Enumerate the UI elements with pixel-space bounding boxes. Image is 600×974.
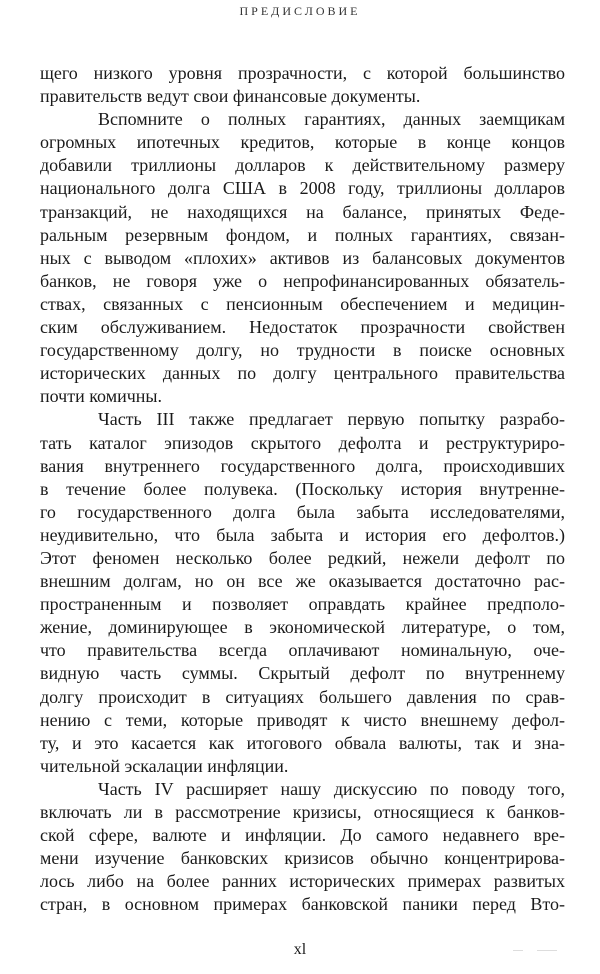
text-line: щего низкого уровня прозрачности, с которой большинство [40,63,565,83]
body-text [40,62,565,916]
text-line: огромных ипотечных кредитов, которые в конце концов [40,132,565,153]
text-line: чительной эскалации инфляции. [40,755,289,776]
text-line: видную часть суммы. Скрытый дефолт по внутреннему [40,663,565,684]
text-line: что правительства всегда оплачивают номинальную, оче- [40,640,565,661]
text-line: ральным резервным фондом, и полных гарантиях, связан- [40,224,565,245]
text-line: лось либо на более ранних исторических примерах развитых [40,871,565,892]
text-line: государственному долгу, но трудности в поиске основных [40,340,565,361]
text-line: банков, не говоря уже о непрофинансированных обязатель- [40,270,565,291]
text-line: ных с выводом «плохих» активов из балансовых документов [40,247,565,268]
text-line: внешним долгам, но он все же оказывается достаточно рас- [40,571,565,592]
text-line: Вспомните о полных гарантиях, данных заемщикам [98,109,565,130]
text-line: мени изучение банковских кризисов обычно концентрирова- [40,848,565,869]
text-line: транзакций, не находящихся на балансе, принятых Феде- [40,201,565,222]
page-number: xl [293,941,307,958]
text-line: го государственного долга была забыта исследователями, [40,501,565,522]
running-header: ПРЕДИСЛОВИЕ [239,4,361,18]
text-line: ской сфере, валюте и инфляции. До самого недавнего вре- [40,825,565,846]
text-line: включать ли в рассмотрение кризисы, относящиеся к банков- [40,802,565,822]
text-line: долгу происходит в ситуациях большего давления по срав- [40,686,565,707]
text-line: национального долга США в 2008 году, триллионы долларов [40,178,565,199]
text-line: ту, и это касается как итогового обвала валюты, так и зна- [40,732,565,753]
text-line: почти комичны. [40,386,163,407]
text-line: Этот феномен несколько более редкий, нежели дефолт по [40,547,565,568]
text-line: в течение более полувека. (Поскольку история внутренне- [40,478,565,499]
text-line: жение, доминирующее в экономической литературе, о том, [40,617,565,638]
text-line: тать каталог эпизодов скрытого дефолта и реструктуриро- [40,432,565,453]
text-line: добавили триллионы долларов к действительному размеру [40,155,565,176]
text-line: исторических данных по долгу центрального правительства [40,363,565,384]
text-line: ствах, связанных с пенсионным обеспечением и медицин- [40,293,565,314]
text-line: Часть III также предлагает первую попытку разрабо- [98,409,565,430]
text-line: пространенным и позволяет оправдать крайнее предполо- [40,594,565,615]
text-line: ским обслуживанием. Недостаток прозрачности свойствен [40,317,565,338]
text-line: Часть IV расширяет нашу дискуссию по поводу того, [98,778,565,799]
text-line: нению с теми, которые приводят к чисто внешнему дефол- [40,709,565,730]
text-line: неудивительно, что была забыта и история его дефолтов.) [40,524,565,545]
scan-marks [513,950,559,952]
text-line: стран, в основном примерах банковской паники перед Вто- [40,894,565,915]
text-line: правительств ведут свои финансовые документы. [40,86,421,107]
text-line: вания внутреннего государственного долга, происходивших [40,455,565,476]
